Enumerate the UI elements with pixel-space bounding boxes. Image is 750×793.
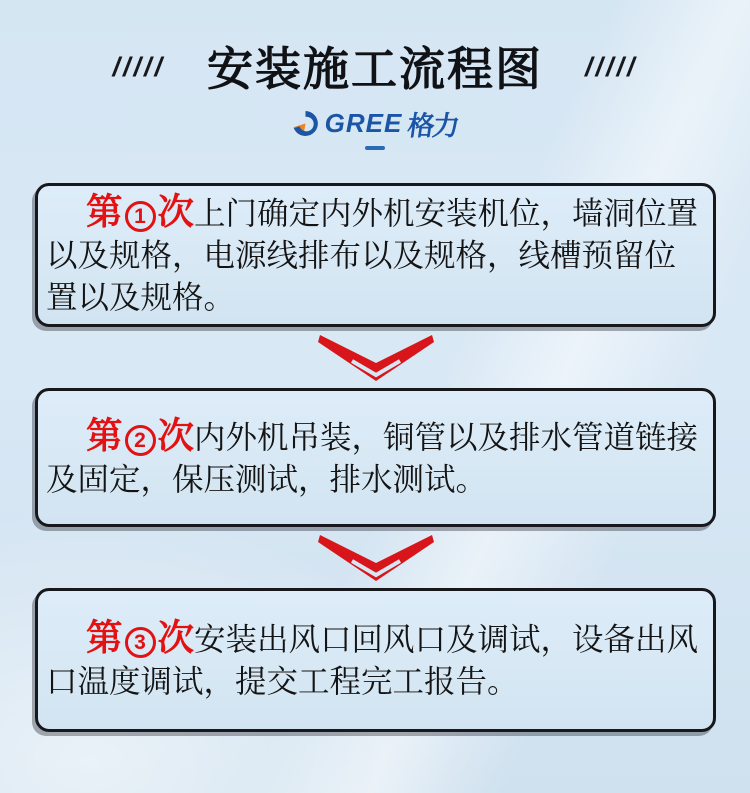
step-box-3 <box>35 588 716 732</box>
step-2-label-prefix: 第 <box>86 414 123 456</box>
step-3-paragraph <box>46 618 705 702</box>
step-2-text: 内外机吊装，铜管以及排水管道链接及固定，保压测试，排水测试。 <box>46 418 699 497</box>
page-title: 安装施工流程图 <box>207 42 543 95</box>
step-1-label-suffix: 次 <box>157 191 194 232</box>
gree-brand-text: GREE <box>324 107 403 138</box>
down-arrow-2 <box>35 527 716 588</box>
logo-underline <box>365 146 385 150</box>
step-3-label <box>86 617 194 658</box>
gree-logo <box>0 104 750 142</box>
down-arrow-1 <box>35 327 716 388</box>
step-3-number: 3 <box>134 631 146 654</box>
step-1-label-prefix: 第 <box>86 191 123 232</box>
step-1-label <box>86 191 194 232</box>
decorative-slashes-left-icon: ///// <box>112 51 165 82</box>
header <box>0 0 750 98</box>
step-3-label-suffix: 次 <box>157 617 194 658</box>
step-2-label-suffix: 次 <box>157 414 194 456</box>
circled-number-3-icon <box>125 627 156 658</box>
gree-logo-icon <box>292 110 319 137</box>
step-1-number: 1 <box>134 205 146 228</box>
step-2-paragraph <box>46 416 705 500</box>
step-box-1 <box>35 183 716 327</box>
circled-number-1-icon <box>125 201 156 232</box>
down-chevron-icon <box>318 535 434 581</box>
gree-brand-chinese: 格力 <box>405 110 461 141</box>
down-chevron-icon <box>318 335 434 381</box>
circled-number-2-icon <box>125 425 156 456</box>
step-2-number: 2 <box>134 428 146 452</box>
step-box-2 <box>35 388 716 527</box>
step-1-text: 上门确定内外机安装机位，墙洞位置以及规格，电源线排布以及规格，线槽预留位置以及规格。 <box>46 195 699 315</box>
decorative-slashes-right-icon: ///// <box>585 51 638 82</box>
step-2-label <box>86 415 194 456</box>
step-1-paragraph <box>46 192 705 318</box>
steps-container <box>35 183 716 732</box>
step-3-text: 安装出风口回风口及调试，设备出风口温度调试，提交工程完工报告。 <box>46 621 699 699</box>
step-3-label-prefix: 第 <box>86 617 123 658</box>
